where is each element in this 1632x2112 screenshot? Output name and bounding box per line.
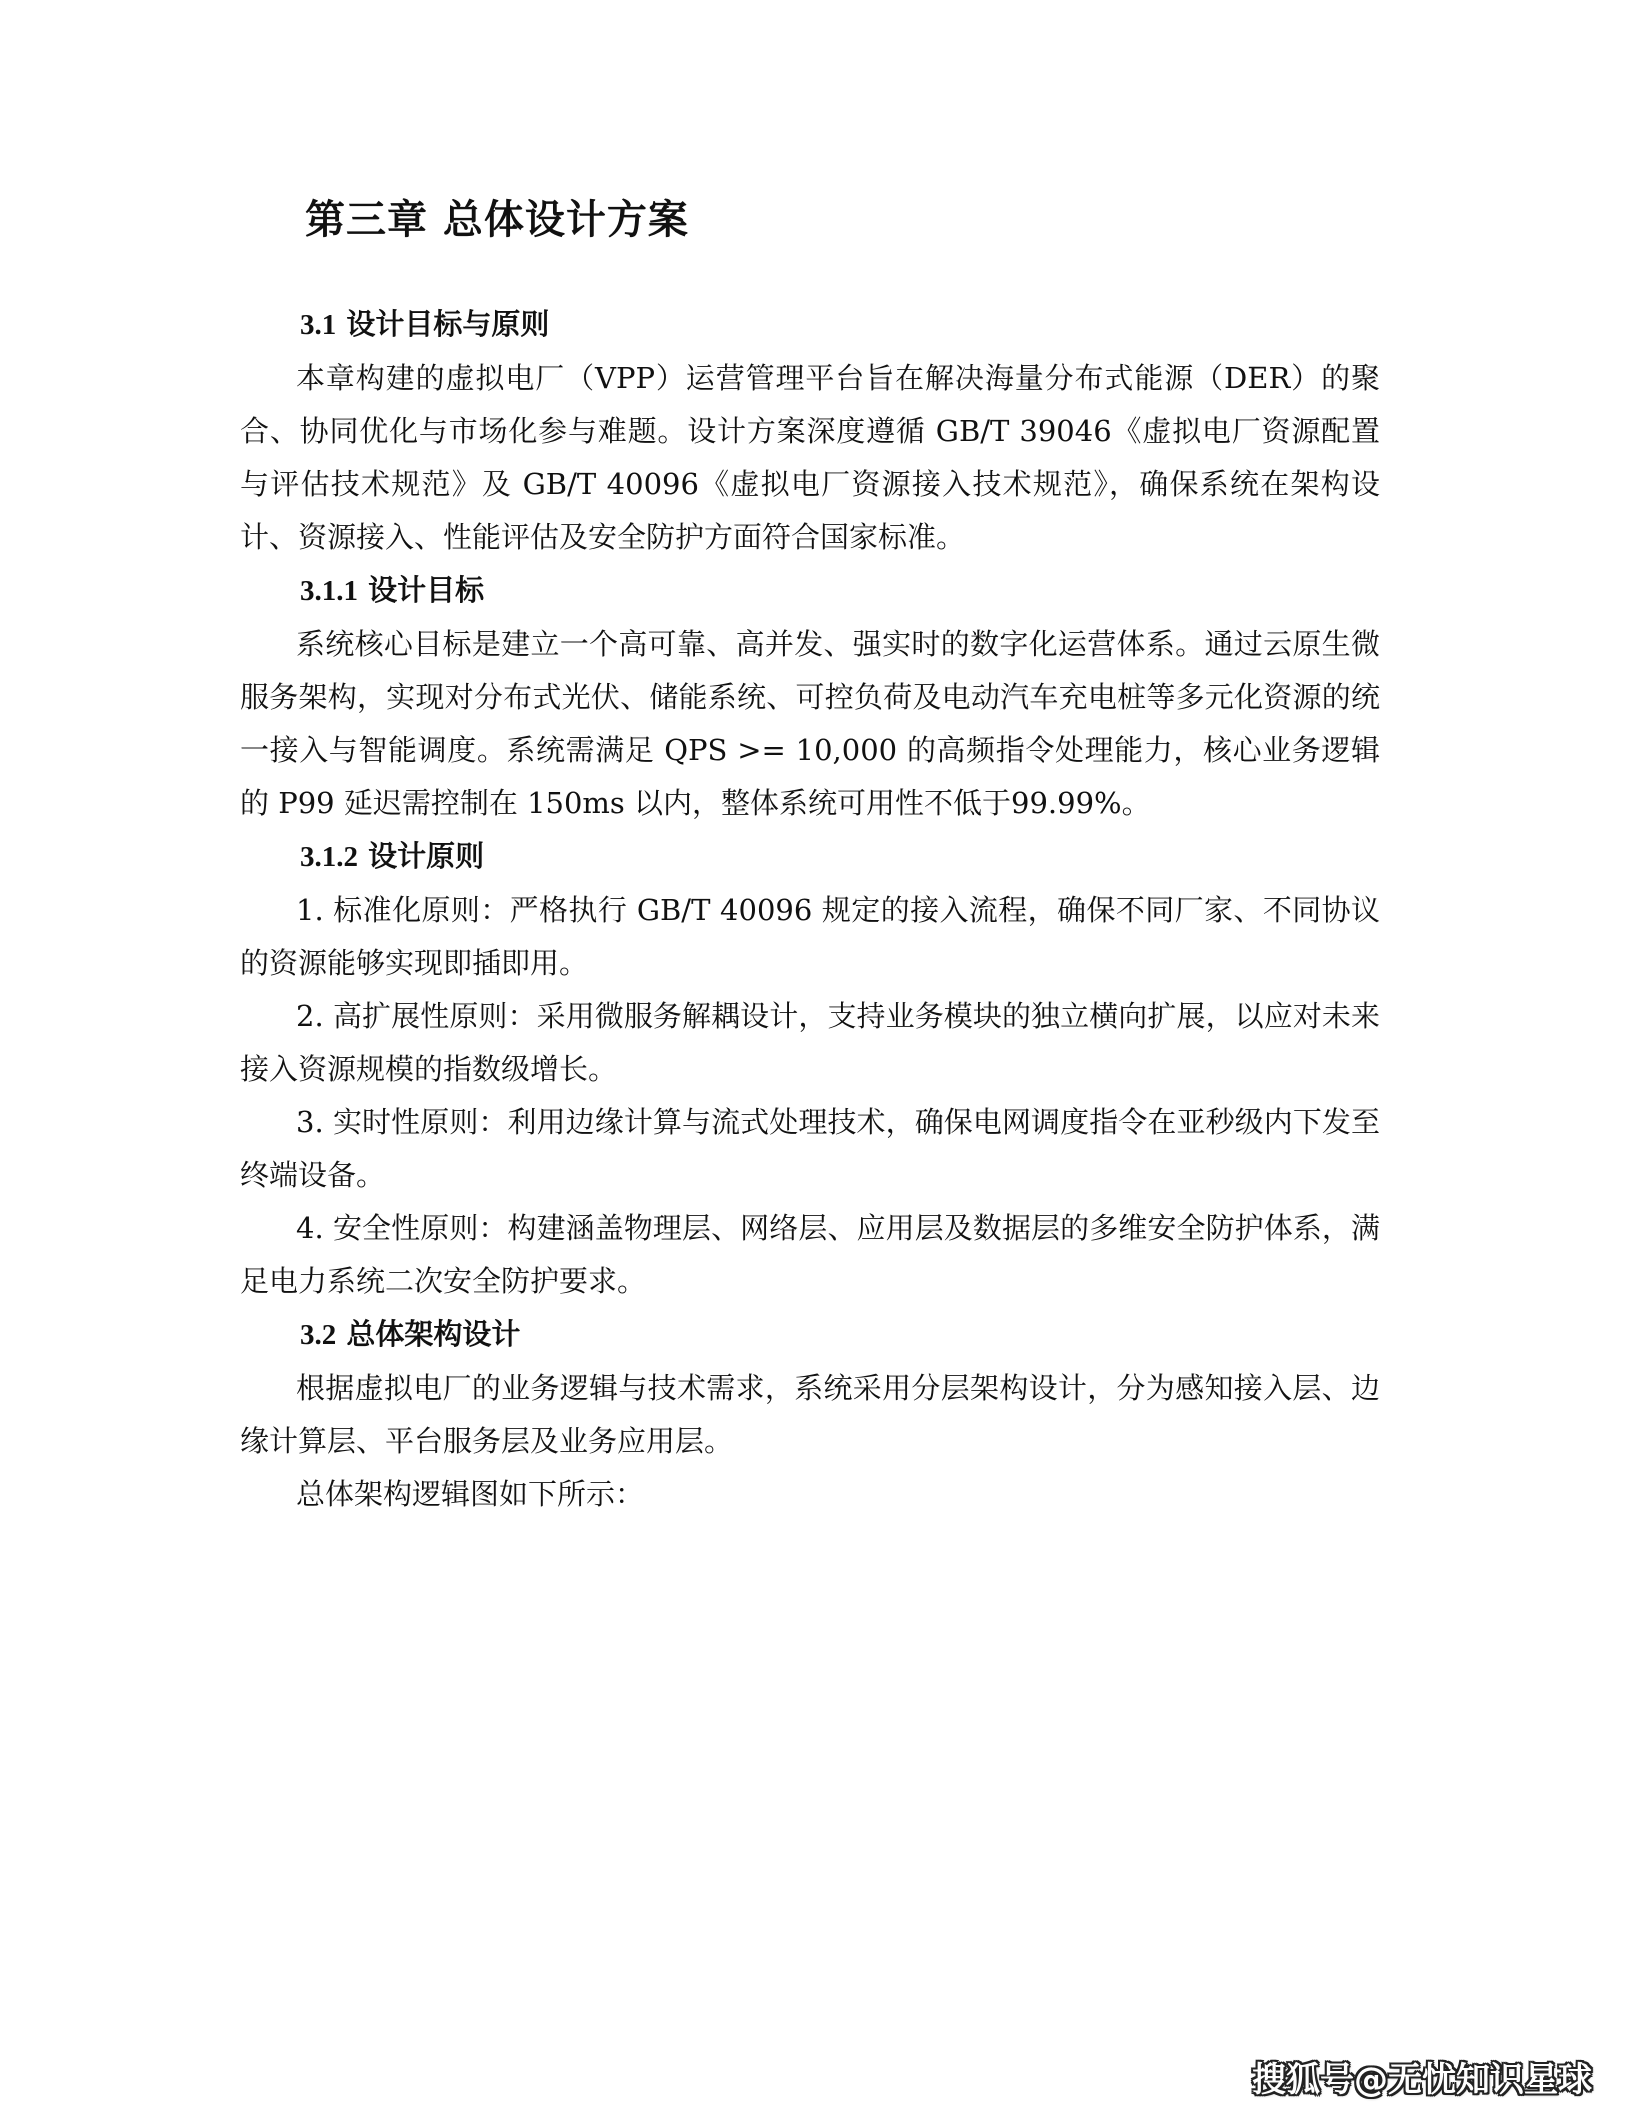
section-title: 设计目标 (368, 573, 485, 607)
paragraph-3-1-1: 系统核心目标是建立一个高可靠、高并发、强实时的数字化运营体系。通过云原生微服务架构，实现对分布式光伏、储能系统、可控负荷及电动汽车充电桩等多元化资源的统一接入与智能调度。系统需满足 QPS >= 10,000 的高频指令处理能力，核心业务逻辑的 P99 延迟需控制在 150ms 以内，整体系统可用性不低于99.99%。 (240, 627, 1380, 820)
paragraph-3-2-figure-intro: 总体架构逻辑图如下所示： (296, 1477, 645, 1511)
document-body (240, 298, 1380, 1521)
chapter-title: 第三章 总体设计方案 (305, 197, 689, 243)
paragraph-3-2: 根据虚拟电厂的业务逻辑与技术需求，系统采用分层架构设计，分为感知接入层、边缘计算层、平台服务层及业务应用层。 (240, 1371, 1380, 1458)
watermark: 搜狐号@无忧知识星球 (1252, 2060, 1592, 2100)
section-title: 总体架构设计 (346, 1317, 521, 1351)
section-title: 设计原则 (368, 839, 485, 873)
section-heading-3-1 (240, 298, 1380, 352)
section-title: 设计目标与原则 (346, 307, 550, 341)
section-number: 3.1.2 (300, 841, 358, 873)
principle-item: 4. 安全性原则：构建涵盖物理层、网络层、应用层及数据层的多维安全防护体系，满足电力系统二次安全防护要求。 (240, 1211, 1380, 1298)
principle-item: 2. 高扩展性原则：采用微服务解耦设计，支持业务模块的独立横向扩展，以应对未来接入资源规模的指数级增长。 (240, 999, 1380, 1086)
section-heading-3-1-2 (240, 830, 1380, 884)
principle-item: 1. 标准化原则：严格执行 GB/T 40096 规定的接入流程，确保不同厂家、不同协议的资源能够实现即插即用。 (240, 893, 1380, 980)
section-number: 3.2 (300, 1319, 337, 1351)
section-number: 3.1 (300, 309, 337, 341)
section-heading-3-1-1 (240, 564, 1380, 618)
principle-item: 3. 实时性原则：利用边缘计算与流式处理技术，确保电网调度指令在亚秒级内下发至终端设备。 (240, 1105, 1380, 1192)
section-heading-3-2 (240, 1308, 1380, 1362)
paragraph-3-1: 本章构建的虚拟电厂（VPP）运营管理平台旨在解决海量分布式能源（DER）的聚合、协同优化与市场化参与难题。设计方案深度遵循 GB/T 39046《虚拟电厂资源配置与评估技术规范》及 GB/T 40096《虚拟电厂资源接入技术规范》，确保系统在架构设计、资源接入、性能评估及安全防护方面符合国家标准。 (240, 361, 1380, 554)
section-number: 3.1.1 (300, 575, 358, 607)
